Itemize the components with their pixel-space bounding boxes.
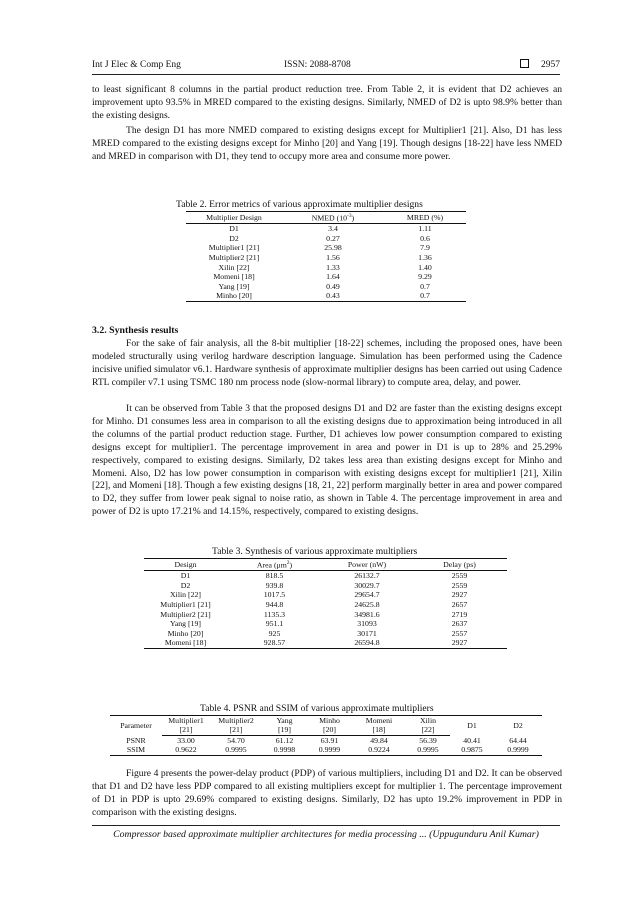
table-row xyxy=(144,590,507,600)
table-cell: 818.5 xyxy=(265,571,284,581)
table-cell: Minho [20] xyxy=(186,291,282,301)
table-4-col-name: Momeni xyxy=(352,716,406,726)
table-4-col-name: Multiplier2 xyxy=(210,716,262,726)
table-cell: 34981.6 xyxy=(354,609,380,619)
table-cell: 2927 xyxy=(451,590,468,600)
table-cell: 951.1 xyxy=(265,619,284,629)
table-cell: 2927 xyxy=(412,638,507,648)
table-cell: SSIM xyxy=(110,745,162,755)
paragraph-5: Figure 4 presents the power-delay product (PDP) of various multipliers, including D1 and D2. It can be observed that D1 and D2 have less PDP compared to all existing multipliers except for multiplier 1. The percentage improvement of D1 in PDP is upto 29.69% compared to existing designs. Similarly, D2 has upto 19.2% improvement in PDP in comparison with the existing designs. xyxy=(92,768,562,818)
table-3-col-power: Power (nW) xyxy=(322,559,412,571)
area-label: Area (μm xyxy=(256,560,287,570)
table-4-col-ref: [19] xyxy=(262,725,307,735)
table-cell: 30029.7 xyxy=(354,580,380,590)
paragraph-2: The design D1 has more NMED compared to existing designs except for Multiplier1 [21]. Also, D1 has less MRED compared to the existing designs except for Minho [20] and Yang [19]. Though designs [18-22] have less NMED and MRED in comparison with D1, they tend to occupy more area and consume more power. xyxy=(92,125,562,162)
table-row xyxy=(186,234,466,244)
table-4-col-ref: [22] xyxy=(406,725,450,735)
table-cell: 2557 xyxy=(451,628,468,638)
table-cell: 1.64 xyxy=(326,272,340,282)
table-cell: 0.27 xyxy=(326,233,340,243)
table-cell: 9.29 xyxy=(418,272,432,282)
table-row xyxy=(186,224,466,234)
table-cell: Xilin [22] xyxy=(170,590,201,600)
checkbox-square-icon xyxy=(520,59,529,68)
table-cell: 56.39 xyxy=(419,735,437,745)
table-4-col-name: Multiplier1 xyxy=(162,716,210,726)
table-row xyxy=(186,263,466,273)
table-3 xyxy=(144,558,507,649)
table-cell: Multiplier2 [21] xyxy=(160,609,211,619)
table-cell: 944.8 xyxy=(265,599,284,609)
table-4-header-row-1 xyxy=(110,716,542,726)
table-4-col-ref: [21] xyxy=(162,725,210,735)
table-cell: D2 xyxy=(180,580,191,590)
paragraph-3: For the sake of fair analysis, all the 8-bit multiplier [18-22] schemes, including the proposed ones, have been modeled structurally using verilog hardware description language. Simulation has been performed using the Cadence incisive unified simulator v6.1. Hardware synthesis of approximate multiplier designs has been carried out using Cadence RTL compiler v7.1 using TSMC 180 nm process node (slow-normal library) to compute area, delay, and power. xyxy=(92,338,562,388)
table-4-col-name: Minho xyxy=(307,716,352,726)
table-4-col-ref: [21] xyxy=(210,725,262,735)
nmed-close-paren: ) xyxy=(351,213,355,223)
paragraph-4: It can be observed from Table 3 that the proposed designs D1 and D2 are faster than the existing designs except for Minho. D1 consumes less area in comparison to all the existing designs due to approximation being introduced in all the columns of the partial product reduction stage. Further, D1 achieves low power consumption compared to existing designs except for multiplier1. The percentage improvement in area and power in D1 is up to 28% and 25.29% respectively, compared to existing designs. Similarly, D2 takes less area than existing designs except for Minho and Momeni. Also, D2 has low power consumption in comparison with existing designs except for multiplier1 [21], Xilin [22], and Momeni [18]. Though a few existing designs [18, 21, 22] perform marginally better in area and power compared to D2, they suffer from lower peak signal to noise ratio, as shown in Table 4. The percentage improvement in area and power of D2 is upto 17.21% and 14.15%, respectively, compared to existing designs. xyxy=(92,403,562,518)
table-cell: 49.84 xyxy=(370,735,388,745)
table-row xyxy=(110,745,542,755)
table-cell: 0.9999 xyxy=(494,745,542,755)
table-cell: 3.4 xyxy=(328,224,338,234)
table-cell: 64.44 xyxy=(509,735,527,745)
table-3-col-design: Design xyxy=(144,559,227,571)
table-row xyxy=(186,291,466,301)
table-cell: 26132.7 xyxy=(354,571,380,581)
table-2-col-design: Multiplier Design xyxy=(186,212,282,224)
table-row xyxy=(144,581,507,591)
table-row xyxy=(186,272,466,282)
table-cell: 0.49 xyxy=(326,281,340,291)
table-row xyxy=(144,610,507,620)
table-cell: 1135.3 xyxy=(263,609,286,619)
table-cell: 2559 xyxy=(451,580,468,590)
table-2-col-nmed xyxy=(282,212,384,224)
table-cell: Minho [20] xyxy=(167,628,204,638)
table-row xyxy=(186,282,466,292)
table-cell: 0.7 xyxy=(420,281,430,291)
paragraph-1: to least significant 8 columns in the partial product reduction tree. From Table 2, it is evident that D2 achieves an improvement upto 93.5% in MRED compared to the existing designs. Similarly, NMED of D2 is upto 98.9% better than the existing designs. xyxy=(92,84,562,121)
area-exponent: 2 xyxy=(286,560,290,566)
table-cell: 939.8 xyxy=(265,580,284,590)
table-cell: 0.6 xyxy=(420,233,430,243)
table-4-col-parameter: Parameter xyxy=(110,716,162,736)
table-row xyxy=(186,243,466,253)
table-cell: 26594.8 xyxy=(322,638,412,648)
table-cell: 0.9995 xyxy=(406,745,450,755)
table-cell: 24625.8 xyxy=(354,599,380,609)
table-4-col-d2: D2 xyxy=(494,716,542,736)
table-cell: 928.57 xyxy=(227,638,322,648)
table-3-col-delay: Delay (ps) xyxy=(412,559,507,571)
table-3-caption: Table 3. Synthesis of various approximate multipliers xyxy=(212,546,418,557)
section-heading: 3.2. Synthesis results xyxy=(92,325,179,336)
table-cell: 2719 xyxy=(451,609,468,619)
table-row xyxy=(110,735,542,745)
table-cell: Yang [19] xyxy=(169,619,202,629)
table-cell: Multiplier2 [21] xyxy=(208,252,260,262)
table-row xyxy=(144,571,507,581)
table-row xyxy=(186,253,466,263)
table-cell: 61.12 xyxy=(275,735,294,745)
table-cell: D1 xyxy=(229,224,239,234)
table-cell: Xilin [22] xyxy=(218,262,250,272)
table-4-col-ref: [20] xyxy=(307,725,352,735)
table-cell: 0.7 xyxy=(384,291,466,301)
table-cell: PSNR xyxy=(126,735,146,745)
table-4 xyxy=(110,715,542,756)
table-cell: 1.33 xyxy=(326,262,340,272)
table-3-header xyxy=(144,559,507,571)
table-cell: 1.56 xyxy=(326,252,340,262)
area-close-paren: ) xyxy=(289,560,293,570)
issn: ISSN: 2088-8708 xyxy=(284,60,351,70)
table-cell: 7.9 xyxy=(420,243,430,253)
table-3-col-area xyxy=(227,559,322,571)
table-cell: 63.91 xyxy=(320,735,339,745)
table-4-col-ref: [18] xyxy=(352,725,406,735)
table-4-col-d1: D1 xyxy=(450,716,494,736)
table-cell: 0.9224 xyxy=(352,745,406,755)
table-2-caption: Table 2. Error metrics of various approximate multiplier designs xyxy=(176,199,423,210)
page-number-group xyxy=(520,58,560,72)
table-cell: 0.9875 xyxy=(450,745,494,755)
running-footer: Compressor based approximate multiplier architectures for media processing ... (Uppugunduru Anil Kumar) xyxy=(113,829,539,840)
nmed-label: NMED (10 xyxy=(311,213,348,223)
table-4-col-name: Xilin xyxy=(406,716,450,726)
header-rule xyxy=(92,74,560,75)
table-cell: Momeni [18] xyxy=(213,272,255,282)
table-2-header xyxy=(186,212,466,224)
table-cell: 1017.5 xyxy=(263,590,286,600)
table-cell: Multiplier1 [21] xyxy=(208,243,260,253)
table-cell: 2637 xyxy=(451,619,468,629)
table-cell: 31093 xyxy=(357,619,377,629)
table-cell: 30171 xyxy=(357,628,377,638)
table-row xyxy=(144,619,507,629)
table-cell: 54.70 xyxy=(227,735,245,745)
table-row xyxy=(144,638,507,648)
table-cell: 0.43 xyxy=(282,291,384,301)
table-cell: 33.00 xyxy=(177,735,195,745)
table-cell: 1.40 xyxy=(418,262,432,272)
table-4-caption: Table 4. PSNR and SSIM of various approximate multipliers xyxy=(200,703,434,714)
table-cell: 0.9999 xyxy=(307,745,352,755)
table-2 xyxy=(186,211,466,302)
table-cell: 925 xyxy=(268,628,281,638)
table-cell: 1.36 xyxy=(418,252,432,262)
table-cell: 25.98 xyxy=(324,243,342,253)
footer-rule xyxy=(92,825,560,826)
table-cell: 0.9995 xyxy=(210,745,262,755)
table-row xyxy=(144,629,507,639)
table-cell: 2657 xyxy=(451,599,468,609)
table-2-col-mred: MRED (%) xyxy=(384,212,466,224)
table-cell: Momeni [18] xyxy=(144,638,227,648)
page-number: 2957 xyxy=(541,60,560,70)
table-cell: 0.9622 xyxy=(162,745,210,755)
table-4-col-name: Yang xyxy=(262,716,307,726)
table-cell: 2559 xyxy=(451,571,468,581)
table-cell: 0.9998 xyxy=(262,745,307,755)
journal-name: Int J Elec & Comp Eng xyxy=(92,60,181,70)
nmed-exponent: -3 xyxy=(347,213,352,219)
table-row xyxy=(144,600,507,610)
running-header xyxy=(92,58,560,72)
table-cell: D2 xyxy=(229,233,239,243)
table-cell: 29654.7 xyxy=(354,590,380,600)
table-cell: Multiplier1 [21] xyxy=(160,599,211,609)
table-cell: Yang [19] xyxy=(218,281,250,291)
table-cell: 1.11 xyxy=(418,224,432,234)
table-cell: D1 xyxy=(180,571,191,581)
table-cell: 40.41 xyxy=(463,735,481,745)
